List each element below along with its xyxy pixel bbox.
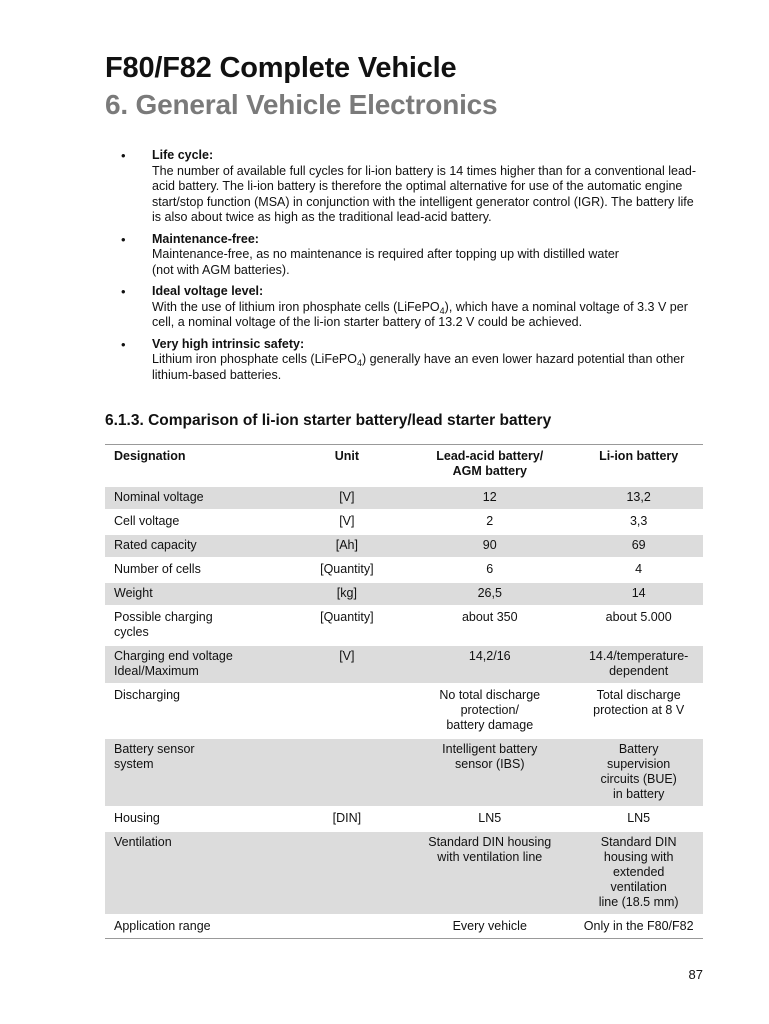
bullet-text bbox=[152, 352, 705, 383]
table-cell: Total discharge protection at 8 V bbox=[574, 684, 703, 738]
column-header: Lead-acid battery/ AGM battery bbox=[436, 449, 544, 478]
table-row bbox=[105, 645, 703, 684]
table-cell: Application range bbox=[105, 915, 289, 939]
bullet-text-line2: (not with AGM batteries). bbox=[152, 262, 290, 277]
table-cell: LN5 bbox=[405, 807, 574, 831]
bullet-item-maintenance-free bbox=[105, 232, 705, 279]
table-cell bbox=[289, 831, 406, 915]
table-row bbox=[105, 534, 703, 558]
table-row bbox=[105, 684, 703, 738]
table-cell: 6 bbox=[405, 558, 574, 582]
bullet-text-part-a: Lithium iron phosphate cells (LiFePO bbox=[152, 352, 357, 366]
bullet-icon: • bbox=[121, 148, 126, 163]
table-cell: 2 bbox=[405, 510, 574, 534]
bullet-item-ideal-voltage bbox=[105, 284, 705, 331]
column-header: Li-ion battery bbox=[599, 449, 679, 463]
table-cell: Rated capacity bbox=[105, 534, 289, 558]
table-cell: Battery sensor system bbox=[105, 738, 289, 807]
bullet-item-life-cycle bbox=[105, 148, 705, 226]
table-row bbox=[105, 606, 703, 645]
bullet-title: Life cycle: bbox=[152, 148, 214, 162]
bullet-title: Maintenance-free: bbox=[152, 231, 259, 246]
table-cell: 13,2 bbox=[574, 486, 703, 510]
bullet-list bbox=[105, 148, 705, 389]
column-header: Unit bbox=[334, 449, 360, 463]
bullet-item-intrinsic-safety bbox=[105, 337, 705, 384]
table-cell: [Quantity] bbox=[289, 558, 406, 582]
chapter-subtitle: 6. General Vehicle Electronics bbox=[105, 89, 498, 120]
table-cell: Possible charging cycles bbox=[105, 606, 289, 645]
table-cell: Standard DIN housing with extended ventilation line (18.5 mm) bbox=[574, 831, 703, 915]
table-cell: LN5 bbox=[574, 807, 703, 831]
bullet-text bbox=[152, 300, 705, 331]
table-row bbox=[105, 831, 703, 915]
page-title: F80/F82 Complete Vehicle bbox=[105, 52, 457, 84]
subscript: 4 bbox=[439, 305, 445, 316]
table-cell: 90 bbox=[405, 534, 574, 558]
bullet-text: The number of available full cycles for li-ion battery is 14 times higher than for a conventional lead-acid battery. The li-ion battery is therefore the optimal alternative for use of the automatic engine start/stop function (MSA) in conjunction with the intelligent generator control (IGR). The battery life is also about twice as high as the traditional lead-acid battery. bbox=[152, 163, 697, 224]
section-heading: 6.1.3. Comparison of li-ion starter battery/lead starter battery bbox=[105, 412, 552, 429]
table-cell: [Ah] bbox=[289, 534, 406, 558]
column-header: Designation bbox=[114, 449, 186, 463]
comparison-table bbox=[105, 444, 703, 939]
table-cell: Ventilation bbox=[105, 831, 289, 915]
table-row bbox=[105, 558, 703, 582]
table-cell: Weight bbox=[105, 582, 289, 606]
table-cell: Every vehicle bbox=[405, 915, 574, 939]
table-cell: Cell voltage bbox=[105, 510, 289, 534]
bullet-title: Ideal voltage level: bbox=[152, 284, 264, 298]
table-cell: 14.4/temperature- dependent bbox=[574, 645, 703, 684]
table-cell: 4 bbox=[574, 558, 703, 582]
bullet-text-line1: Maintenance-free, as no maintenance is required after topping up with distilled water bbox=[152, 247, 619, 261]
table-cell: [V] bbox=[289, 645, 406, 684]
table-row bbox=[105, 807, 703, 831]
bullet-title: Very high intrinsic safety: bbox=[152, 336, 305, 351]
table-cell: [V] bbox=[289, 486, 406, 510]
subscript: 4 bbox=[356, 358, 362, 368]
table-cell: Nominal voltage bbox=[105, 486, 289, 510]
table-cell: [kg] bbox=[289, 582, 406, 606]
bullet-text-part-b: ), which have a nominal voltage of 3.3 V per cell, a nominal voltage of the li-ion starter battery of 13.2 V could be achieved. bbox=[152, 299, 688, 329]
table-cell: 69 bbox=[574, 534, 703, 558]
table-cell: 12 bbox=[405, 486, 574, 510]
bullet-icon: • bbox=[121, 231, 126, 247]
bullet-text-part-b: ) generally have an even lower hazard potential than other lithium-based batteries. bbox=[152, 352, 685, 382]
table-header-row bbox=[105, 445, 703, 487]
page-number: 87 bbox=[688, 967, 703, 982]
table-cell: [DIN] bbox=[289, 807, 406, 831]
table-cell: Only in the F80/F82 bbox=[574, 915, 703, 939]
table-cell: [Quantity] bbox=[289, 606, 406, 645]
table-cell: Discharging bbox=[105, 684, 289, 738]
table-cell: Intelligent battery sensor (IBS) bbox=[405, 738, 574, 807]
table-cell: 3,3 bbox=[574, 510, 703, 534]
table-cell: Charging end voltage Ideal/Maximum bbox=[105, 645, 289, 684]
table-cell bbox=[289, 915, 406, 939]
table-cell bbox=[289, 684, 406, 738]
table-row bbox=[105, 915, 703, 939]
table-row bbox=[105, 582, 703, 606]
table-cell: Battery supervision circuits (BUE) in battery bbox=[574, 738, 703, 807]
table-cell bbox=[289, 738, 406, 807]
bullet-text-part-a: With the use of lithium iron phosphate cells (LiFePO bbox=[152, 299, 440, 314]
bullet-icon: • bbox=[121, 336, 126, 352]
table-cell: [V] bbox=[289, 510, 406, 534]
table-body bbox=[105, 486, 703, 939]
table-cell: about 350 bbox=[405, 606, 574, 645]
table-row bbox=[105, 510, 703, 534]
table-cell: No total discharge protection/ battery damage bbox=[405, 684, 574, 738]
table-row bbox=[105, 486, 703, 510]
table-cell: about 5.000 bbox=[574, 606, 703, 645]
table-cell: Number of cells bbox=[105, 558, 289, 582]
table-cell: Housing bbox=[105, 807, 289, 831]
table-cell: 14 bbox=[574, 582, 703, 606]
table-cell: 14,2/16 bbox=[405, 645, 574, 684]
bullet-icon: • bbox=[121, 284, 126, 299]
table-row bbox=[105, 738, 703, 807]
table-cell: 26,5 bbox=[405, 582, 574, 606]
table-cell: Standard DIN housing with ventilation line bbox=[405, 831, 574, 915]
